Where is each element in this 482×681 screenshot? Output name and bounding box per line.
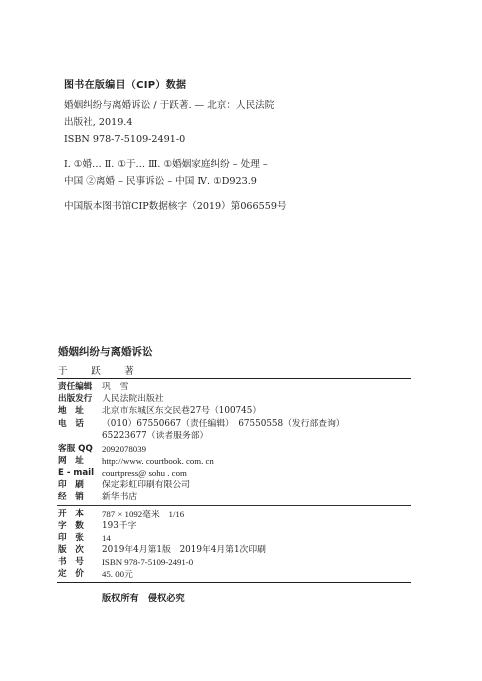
divider-bottom — [57, 582, 411, 583]
info-label: 地 址 — [58, 406, 84, 416]
info-value: （010）67550667（责任编辑） 67550558（发行部查询） — [102, 419, 345, 429]
spec-label: 版 次 — [58, 545, 84, 555]
cip-line-isbn: ISBN 978-7-5109-2491-0 — [64, 134, 186, 145]
spec-value: 14 — [102, 533, 111, 543]
info-value: 人民法院出版社 — [102, 394, 164, 404]
info-label: 出版发行 — [58, 394, 93, 404]
info-label: 电 话 — [58, 419, 84, 429]
info-row-address — [58, 405, 261, 418]
info-value: 保定彩虹印刷有限公司 — [102, 480, 190, 490]
info-value: 新华书店 — [102, 492, 138, 502]
info-label: 印 刷 — [58, 480, 84, 490]
info-value: 2092078039 — [102, 444, 146, 454]
spec-value: 787 × 1092毫米 1/16 — [102, 509, 185, 519]
cip-line-approval-number: 中国版本图书馆CIP数据核字（2019）第066559号 — [64, 201, 287, 212]
author-char-1: 于 — [58, 366, 68, 377]
book-title: 婚姻纠纷与离婚诉讼 — [58, 346, 153, 358]
info-value: courtpress@ sohu . com — [102, 468, 187, 478]
author-char-3: 著 — [124, 366, 134, 377]
spec-value: ISBN 978-7-5109-2491-0 — [102, 557, 194, 567]
cip-heading: 图书在版编目（CIP）数据 — [64, 80, 187, 91]
info-label: 网 址 — [58, 456, 84, 466]
spec-value: 45. 00元 — [102, 569, 133, 579]
info-value: 北京市东城区东交民巷27号（100745） — [102, 406, 262, 416]
spec-label: 印 张 — [58, 533, 84, 543]
info-phone-continuation: 65223677（读者服务部） — [102, 431, 209, 441]
info-label: 责任编辑 — [58, 382, 93, 392]
info-label: 客服 QQ — [58, 444, 93, 454]
spec-row-price — [58, 568, 133, 581]
cip-line-classification-2: 中国 ②离婚 – 民事诉讼 – 中国 Ⅳ. ①D923.9 — [64, 176, 257, 187]
cip-line-publisher: 出版社, 2019.4 — [64, 117, 133, 128]
spec-value: 193千字 — [102, 521, 137, 531]
author-char-2: 跃 — [91, 366, 101, 377]
cip-line-title: 婚姻纠纷与离婚诉讼 / 于跃著. — 北京：人民法院 — [64, 100, 275, 111]
spec-value: 2019年4月第1版 2019年4月第1次印刷 — [102, 545, 266, 555]
info-row-distributor — [58, 491, 137, 504]
cip-line-classification-1: Ⅰ. ①婚… Ⅱ. ①于… Ⅲ. ①婚姻家庭纠纷 – 处理 – — [64, 159, 268, 170]
spec-label: 书 号 — [58, 557, 84, 567]
spec-label: 字 数 — [58, 521, 84, 531]
spec-label: 开 本 — [58, 509, 84, 519]
author-line — [58, 363, 134, 377]
copyright-notice: 版权所有 侵权必究 — [102, 593, 185, 604]
divider-middle — [57, 505, 411, 506]
info-value: http://www. courtbook. com. cn — [102, 456, 214, 466]
spec-label: 定 价 — [58, 569, 84, 579]
info-value: 巩 雪 — [102, 382, 129, 392]
info-label: E - mail — [58, 468, 95, 478]
divider-top — [57, 378, 411, 379]
info-label: 经 销 — [58, 492, 84, 502]
